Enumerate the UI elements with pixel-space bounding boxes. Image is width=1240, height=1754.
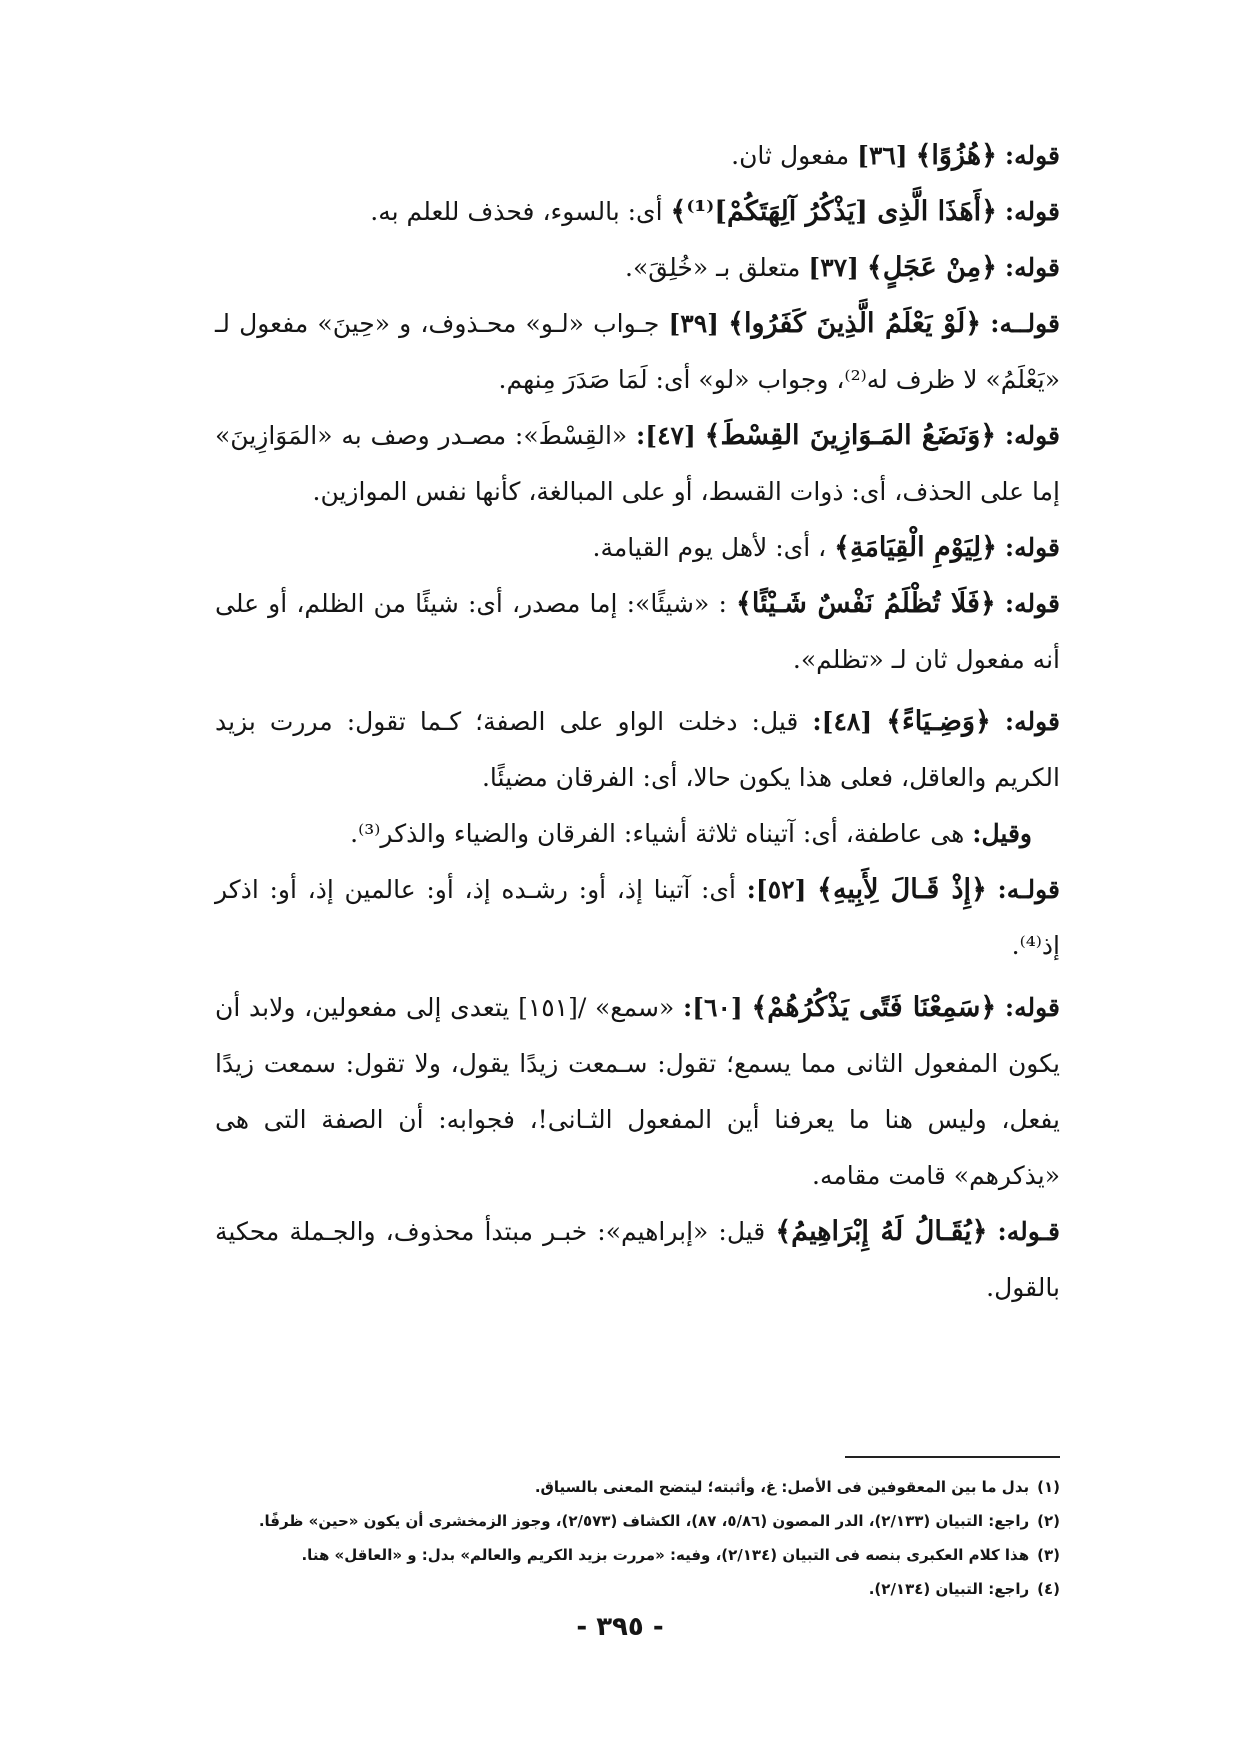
paragraph-lead: قوله:: [1004, 533, 1060, 562]
paragraph-3: [215, 240, 1060, 296]
paragraph-text: متعلق بـ «خُلِقَ».: [625, 253, 801, 282]
footnote-3: [215, 1538, 1060, 1572]
paragraph-text: «القِسْطَ»: مصـدر وصف به «المَوَازِينَ» إما على الحذف، أى: ذوات القسط، أو على المبالغة، كأنها نفس الموازين.: [215, 421, 1060, 506]
footnote-text: بدل ما بين المعقوفين فى الأصل: غ، وأثبته؛ ليتضح المعنى بالسياق.: [534, 1478, 1030, 1496]
footnote-2: [215, 1504, 1060, 1538]
verse-number: [٦٠]:: [682, 993, 743, 1022]
paragraph-text: جـواب «لـو» محـذوف، و «حِينَ» مفعول لـ «يَعْلَمُ» لا ظرف له⁽²⁾، وجواب «لو» أى: لَمَا صَدَرَ مِنهم.: [215, 309, 1060, 394]
paragraph-lead: قوله:: [1004, 993, 1061, 1022]
paragraph-4: [215, 296, 1060, 408]
footnote-text: راجع: التبيان (٢/١٣٣)، الدر المصون (٥/٨٦، ٨٧)، الكشاف (٢/٥٧٣)، وجوز الزمخشرى أن يكون «حين» ظرفًا.: [258, 1512, 1030, 1530]
quran-quote: ﴿فَلَا تُظْلَمُ نَفْسٌ شَـيْئًا﴾: [736, 588, 996, 619]
paragraph-lead: قوله:: [1004, 589, 1061, 618]
paragraph-text: «سمع» /[١٥١] يتعدى إلى مفعولين، ولابد أن يكون المفعول الثانى مما يسمع؛ تقول: سـمعت زيدًا يقول، ولا تقول: سمعت زيدًا يفعل، وليس هنا ما يعرفنا أين المفعول الثـانى!، فجوابه: أن الصفة التى هى «يذكرهم» قامت مقامه.: [215, 993, 1060, 1190]
footnote-text: راجع: التبيان (٢/١٣٤).: [868, 1580, 1030, 1598]
paragraph-text: ، أى: لأهل يوم القيامة.: [592, 533, 827, 562]
footnote-number: (٣): [1037, 1546, 1060, 1564]
footnotes: [215, 1470, 1060, 1606]
footnote-number: (١): [1037, 1478, 1060, 1496]
paragraph-lead: قوله:: [1004, 253, 1060, 282]
quran-quote: ﴿إِذْ قَـالَ لِأَبِيهِ﴾: [817, 874, 987, 905]
paragraph-lead: قوله:: [1004, 421, 1061, 450]
paragraph-5: [215, 408, 1060, 520]
verse-number: [٤٧]:: [636, 421, 696, 450]
verse-number: [٣٦]: [857, 141, 908, 170]
verse-number: [٤٨]:: [812, 707, 873, 736]
paragraph-lead: قوله:: [1004, 197, 1060, 226]
paragraph-text: : «شيئًا»: إما مصدر، أى: شيئًا من الظلم، أو على أنه مفعول ثان لـ «تظلم».: [215, 589, 1060, 674]
quran-quote: ﴿أَهَذَا الَّذِى [يَذْكُرُ آلِهَتَكُمْ]⁽¹⁾﴾: [670, 196, 997, 227]
quran-quote: ﴿لَوْ يَعْلَمُ الَّذِينَ كَفَرُوا﴾: [728, 308, 982, 339]
paragraph-text: أى: بالسوء، فحذف للعلم به.: [370, 197, 663, 226]
paragraph-lead: قوله:: [1004, 141, 1060, 170]
paragraph-text: مفعول ثان.: [731, 141, 850, 170]
verse-number: [٣٧]: [808, 253, 859, 282]
footnote-divider: [845, 1456, 1060, 1458]
verse-number: [٥٢]:: [746, 875, 807, 904]
paragraph-lead: قولــه:: [990, 309, 1060, 338]
paragraph-lead: قـوله:: [997, 1217, 1060, 1246]
paragraph-lead: قوله:: [1004, 707, 1060, 736]
quran-quote: ﴿وَضِـيَاءً﴾: [886, 706, 991, 737]
quran-quote: ﴿سَمِعْنَا فَتًى يَذْكُرُهُمْ﴾: [751, 992, 997, 1023]
footnote-number: (٤): [1037, 1580, 1060, 1598]
paragraph-11: [215, 980, 1060, 1204]
footnote-text: هذا كلام العكبرى بنصه فى التبيان (٢/١٣٤)، وفيه: «مررت بزيد الكريم والعالم» بدل: و «العاقل» هنا.: [301, 1546, 1030, 1564]
page-number: - ٣٩٥ -: [576, 1612, 664, 1642]
footnote-4: [215, 1572, 1060, 1606]
footnote-1: [215, 1470, 1060, 1504]
paragraph-text: قيل: دخلت الواو على الصفة؛ كـما تقول: مررت بزيد الكريم والعاقل، فعلى هذا يكون حالا، أى: الفرقان مضيئًا.: [215, 707, 1060, 792]
quran-quote: ﴿لِيَوْمِ الْقِيَامَةِ﴾: [834, 532, 997, 563]
paragraph-text: أى: آتينا إذ، أو: رشـده إذ، أو: عالمين إذ، أو: اذكر إذ⁽⁴⁾.: [215, 875, 1060, 960]
paragraph-6: [215, 520, 1060, 576]
paragraph-10: [215, 862, 1060, 974]
paragraph-lead: وقيل:: [972, 819, 1032, 848]
quran-quote: ﴿هُزُوًا﴾: [915, 140, 997, 171]
paragraph-lead: قولـه:: [997, 875, 1060, 904]
main-text: [215, 128, 1060, 1316]
paragraph-7: [215, 576, 1060, 688]
paragraph-2: [215, 184, 1060, 240]
paragraph-1: [215, 128, 1060, 184]
footnote-number: (٢): [1037, 1512, 1060, 1530]
paragraph-9: [215, 806, 1060, 862]
paragraph-8: [215, 694, 1060, 806]
verse-number: [٣٩]: [668, 309, 719, 338]
quran-quote: ﴿وَنَضَعُ المَـوَازِينَ القِسْطَ﴾: [704, 420, 997, 451]
quran-quote: ﴿يُقَـالُ لَهُ إِبْرَاهِيمُ﴾: [775, 1216, 988, 1247]
paragraph-12: [215, 1204, 1060, 1316]
paragraph-text: قيل: «إبراهيم»: خبـر مبتدأ محذوف، والجـملة محكية بالقول.: [215, 1217, 1060, 1302]
quran-quote: ﴿مِنْ عَجَلٍ﴾: [866, 252, 997, 283]
paragraph-text: هى عاطفة، أى: آتيناه ثلاثة أشياء: الفرقان والضياء والذكر⁽³⁾.: [350, 819, 965, 848]
